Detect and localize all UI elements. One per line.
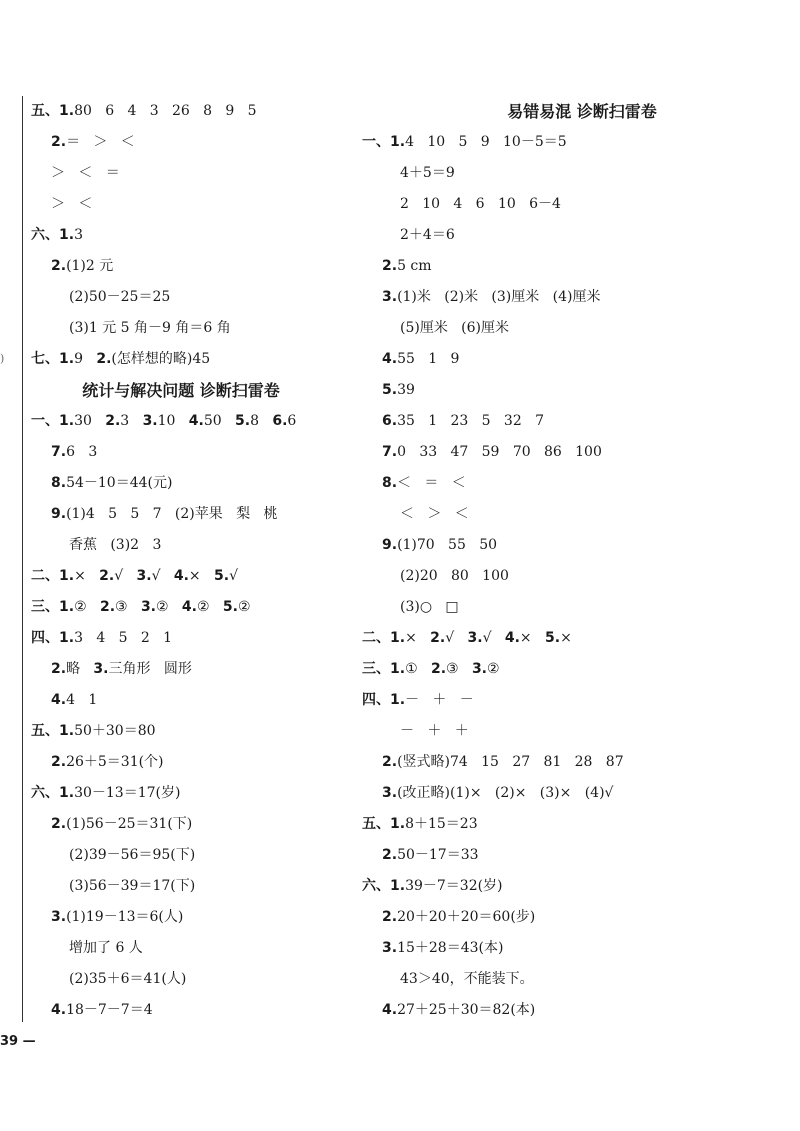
- item-number: 2.: [105, 413, 121, 429]
- answer-text: 26＋5＝31(个): [66, 754, 164, 770]
- left-edge-mark: ): [0, 352, 5, 365]
- answer-line: [362, 964, 772, 995]
- answer-text: 略: [66, 661, 94, 677]
- section-title: 统计与解决问题 诊断扫雷卷: [82, 381, 280, 400]
- answer-text: ②: [487, 661, 500, 677]
- answer-line: [31, 406, 351, 437]
- item-number: 4.: [173, 568, 189, 584]
- answer-line: [31, 468, 351, 499]
- answer-line: [362, 747, 772, 778]
- answer-line: [31, 220, 351, 251]
- answer-text: √: [482, 630, 505, 646]
- answer-text: 6: [287, 413, 297, 429]
- answer-text: √: [445, 630, 468, 646]
- answer-line: [362, 158, 772, 189]
- answer-line: [362, 871, 772, 902]
- item-number: 一、1.: [31, 413, 75, 429]
- answer-text: 30－13＝17(岁): [74, 785, 181, 801]
- item-number: 4.: [51, 1002, 67, 1018]
- answer-text: (2)20 80 100: [400, 568, 509, 584]
- item-number: 3.: [382, 785, 398, 801]
- answer-text: (2)35＋6＝41(人): [69, 971, 187, 987]
- item-number: 4.: [181, 599, 197, 615]
- answer-line: [362, 468, 772, 499]
- answer-text: 5 cm: [397, 258, 432, 274]
- item-number: 五、1.: [31, 103, 75, 119]
- answer-line: [31, 158, 351, 189]
- answer-text: ×: [519, 630, 545, 646]
- answer-line: [31, 933, 351, 964]
- answer-text: 9: [74, 351, 97, 367]
- item-number: 4.: [382, 351, 398, 367]
- answer-text: 55 1 9: [397, 351, 460, 367]
- item-number: 2.: [51, 661, 67, 677]
- answer-text: (3)56－39＝17(下): [69, 878, 196, 894]
- answer-line: [31, 313, 351, 344]
- item-number: 三、1.: [362, 661, 406, 677]
- answer-text: 50＋30＝80: [74, 723, 156, 739]
- item-number: 7.: [51, 444, 67, 460]
- answer-line: [362, 189, 772, 220]
- answer-text: 三角形 圆形: [108, 661, 192, 677]
- answer-line: [362, 220, 772, 251]
- answer-text: (1)2 元: [66, 258, 114, 274]
- answer-text: 30: [74, 413, 106, 429]
- answer-line: [31, 499, 351, 530]
- answer-text: (改正略)(1)× (2)× (3)× (4)√: [397, 785, 614, 801]
- footer-dash: —: [22, 1034, 36, 1049]
- item-number: 3.: [136, 568, 152, 584]
- answer-text: 50: [203, 413, 236, 429]
- item-number: 4.: [51, 692, 67, 708]
- section-title: 易错易混 诊断扫雷卷: [507, 102, 657, 121]
- answer-text: √: [229, 568, 238, 584]
- answer-line: [362, 778, 772, 809]
- page-number: 39: [0, 1034, 19, 1049]
- item-number: 2.: [430, 630, 446, 646]
- item-number: 2.: [430, 661, 447, 677]
- answer-line: [31, 964, 351, 995]
- answer-text: ×: [405, 630, 431, 646]
- item-number: 二、1.: [362, 630, 406, 646]
- item-number: 3.: [467, 630, 483, 646]
- answer-text: (1)米 (2)米 (3)厘米 (4)厘米: [397, 289, 601, 305]
- left-answer-column: [31, 96, 351, 1026]
- answer-line: [362, 406, 772, 437]
- answer-line: [362, 623, 772, 654]
- item-number: 5.: [382, 382, 398, 398]
- item-number: 5.: [545, 630, 561, 646]
- answer-text: 香蕉 (3)2 3: [69, 537, 162, 553]
- answer-line: [362, 654, 772, 685]
- answer-text: ②: [237, 599, 251, 615]
- item-number: 5.: [222, 599, 238, 615]
- answer-text: ②: [74, 599, 100, 615]
- answer-text: 39－7＝32(岁): [405, 878, 503, 894]
- answer-line: [31, 592, 351, 623]
- answer-text: ＜ ＞ ＜: [400, 506, 469, 522]
- answer-text: ×: [188, 568, 214, 584]
- answer-text: ①: [405, 661, 431, 677]
- answer-text: 27＋25＋30＝82(本): [397, 1002, 536, 1018]
- answer-text: (5)厘米 (6)厘米: [400, 320, 510, 336]
- item-number: 3.: [471, 661, 487, 677]
- answer-text: 80 6 4 3 26 8 9 5: [74, 103, 257, 119]
- item-number: 五、1.: [31, 723, 75, 739]
- answer-line: [362, 809, 772, 840]
- answer-text: (1)56－25＝31(下): [66, 816, 193, 832]
- answer-text: 增加了 6 人: [69, 940, 143, 956]
- answer-line: [31, 282, 351, 313]
- item-number: 9.: [382, 537, 398, 553]
- item-number: 4.: [504, 630, 520, 646]
- item-number: 3.: [140, 599, 156, 615]
- answer-text: 2＋4＝6: [400, 227, 455, 243]
- answer-line: [362, 251, 772, 282]
- right-answer-column: [362, 96, 772, 1026]
- item-number: 2.: [51, 816, 67, 832]
- answer-text: (3)1 元 5 角－9 角＝6 角: [69, 320, 231, 336]
- item-number: 7.: [382, 444, 398, 460]
- answer-text: 3 4 5 2 1: [74, 630, 173, 646]
- answer-line: [31, 251, 351, 282]
- item-number: 8.: [51, 475, 67, 491]
- item-number: 2.: [51, 754, 67, 770]
- item-number: 四、1.: [31, 630, 75, 646]
- answer-line: [31, 809, 351, 840]
- answer-line: [31, 189, 351, 220]
- answer-line: [31, 127, 351, 158]
- item-number: 3.: [51, 909, 67, 925]
- answer-text: (1)4 5 5 7 (2)苹果 梨 桃: [66, 506, 278, 522]
- answer-line: [362, 344, 772, 375]
- answer-text: (1)70 55 50: [397, 537, 498, 553]
- answer-text: ③: [115, 599, 141, 615]
- answer-text: 20＋20＋20＝60(步): [397, 909, 536, 925]
- answer-line: [362, 902, 772, 933]
- answer-line: [362, 933, 772, 964]
- item-number: 七、1.: [31, 351, 75, 367]
- answer-line: [31, 871, 351, 902]
- item-number: 3.: [142, 413, 158, 429]
- item-number: 5.: [235, 413, 251, 429]
- item-number: 三、1.: [31, 599, 75, 615]
- answer-text: (2)39－56＝95(下): [69, 847, 196, 863]
- item-number: 3.: [382, 940, 398, 956]
- answer-text: ×: [560, 630, 572, 646]
- answer-line: [31, 654, 351, 685]
- answer-text: － ＋ －: [405, 692, 474, 708]
- answer-line: [31, 437, 351, 468]
- item-number: 2.: [96, 351, 112, 367]
- answer-line: [362, 716, 772, 747]
- answer-text: (1)19－13＝6(人): [66, 909, 184, 925]
- answer-line: [31, 902, 351, 933]
- answer-text: ＞ ＜: [51, 196, 93, 212]
- answer-line: [31, 778, 351, 809]
- answer-text: 8＋15＝23: [405, 816, 478, 832]
- answer-line: [31, 747, 351, 778]
- item-number: 3.: [382, 289, 398, 305]
- answer-line: [362, 437, 772, 468]
- item-number: 2.: [51, 134, 67, 150]
- answer-line: [362, 127, 772, 158]
- answer-text: 39: [397, 382, 415, 398]
- answer-text: 4 1: [66, 692, 98, 708]
- answer-text: 3: [74, 227, 83, 243]
- answer-line: [362, 995, 772, 1026]
- item-number: 六、1.: [31, 785, 75, 801]
- answer-line: [31, 530, 351, 561]
- answer-line: [362, 375, 772, 406]
- answer-text: 15＋28＝43(本): [397, 940, 504, 956]
- answer-text: 10: [157, 413, 189, 429]
- answer-line: [362, 685, 772, 716]
- item-number: 6.: [272, 413, 288, 429]
- answer-text: 50－17＝33: [397, 847, 479, 863]
- item-number: 2.: [51, 258, 67, 274]
- item-number: 3.: [93, 661, 109, 677]
- answer-line: [362, 499, 772, 530]
- answer-line: [362, 840, 772, 871]
- answer-text: ②: [196, 599, 223, 615]
- item-number: 2.: [382, 754, 398, 770]
- item-number: 5.: [214, 568, 230, 584]
- item-number: 2.: [99, 568, 115, 584]
- answer-text: 54－10＝44(元): [66, 475, 173, 491]
- answer-text: 43＞40，不能装下。: [400, 971, 534, 987]
- answer-text: ＜ ＝ ＜: [397, 475, 466, 491]
- answer-line: [31, 623, 351, 654]
- item-number: 2.: [382, 909, 398, 925]
- answer-line: [31, 840, 351, 871]
- answer-text: ②: [156, 599, 182, 615]
- answer-text: (竖式略)74 15 27 81 28 87: [397, 754, 624, 770]
- answer-text: 2 10 4 6 10 6－4: [400, 196, 561, 212]
- item-number: 二、1.: [31, 568, 75, 584]
- answer-line: [31, 716, 351, 747]
- answer-line: [362, 530, 772, 561]
- answer-line: [31, 995, 351, 1026]
- answer-line: [31, 96, 351, 127]
- answer-text: ＝ ＞ ＜: [66, 134, 135, 150]
- answer-text: (怎样想的略)45: [111, 351, 211, 367]
- answer-line: [362, 561, 772, 592]
- item-number: 6.: [382, 413, 398, 429]
- answer-text: 18－7－7＝4: [66, 1002, 153, 1018]
- item-number: 六、1.: [31, 227, 75, 243]
- answer-text: ×: [74, 568, 100, 584]
- item-number: 4.: [382, 1002, 398, 1018]
- answer-text: 4 10 5 9 10－5＝5: [405, 134, 567, 150]
- answer-line: [31, 685, 351, 716]
- item-number: 五、1.: [362, 816, 406, 832]
- item-number: 8.: [382, 475, 398, 491]
- item-number: 9.: [51, 506, 67, 522]
- page-footer: [0, 1034, 36, 1049]
- item-number: 四、1.: [362, 692, 406, 708]
- item-number: 一、1.: [362, 134, 406, 150]
- item-number: 2.: [382, 258, 398, 274]
- answer-text: 8: [250, 413, 273, 429]
- item-number: 4.: [188, 413, 204, 429]
- answer-text: 6 3: [66, 444, 98, 460]
- answer-text: ＞ ＜ ＝: [51, 165, 120, 181]
- answer-text: 0 33 47 59 70 86 100: [397, 444, 602, 460]
- answer-line: [362, 592, 772, 623]
- item-number: 2.: [382, 847, 398, 863]
- answer-line: [31, 344, 351, 375]
- answer-line: [31, 561, 351, 592]
- answer-text: 4＋5＝9: [400, 165, 455, 181]
- answer-text: √: [151, 568, 174, 584]
- answer-text: ③: [446, 661, 472, 677]
- left-margin-rule: [22, 96, 23, 1022]
- answer-text: － ＋ ＋: [400, 723, 469, 739]
- answer-text: 3: [120, 413, 143, 429]
- answer-line: [362, 313, 772, 344]
- answer-text: 35 1 23 5 32 7: [397, 413, 544, 429]
- answer-text: (3)○ □: [400, 599, 459, 615]
- answer-line: [362, 282, 772, 313]
- item-number: 六、1.: [362, 878, 406, 894]
- answer-text: √: [114, 568, 137, 584]
- answer-text: (2)50－25＝25: [69, 289, 171, 305]
- item-number: 2.: [99, 599, 116, 615]
